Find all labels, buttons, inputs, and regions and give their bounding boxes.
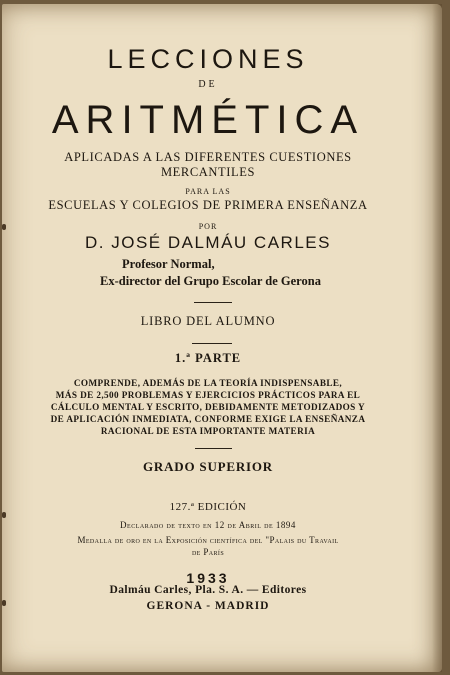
author-former-post: Ex-director del Grupo Escolar de Gerona [100,274,321,288]
description-paragraph [2,377,414,437]
declared-text: Declarado de texto en 12 de Abril de 1894 [120,520,296,530]
binding-mark [2,600,6,606]
medal-line: de París [191,547,225,557]
publisher-line: Dalmáu Carles, Pla. S. A. — Editores [109,584,307,596]
para-las: PARA LAS [185,187,231,196]
subtitle-line-1: APLICADAS A LAS DIFERENTES CUESTIONES [64,150,352,164]
por-line: POR [198,222,218,231]
medal-line: Medalla de oro en la Exposición científica del "Palais du Travail [77,535,339,545]
title-page [2,4,442,672]
part-label: 1.ª PARTE [174,351,242,365]
description-line: CÁLCULO MENTAL Y ESCRITO, DEBIDAMENTE METODIZADOS Y [50,402,366,412]
edition-label: 127.ª EDICIÓN [169,501,247,513]
book-kind: LIBRO DEL ALUMNO [140,314,276,328]
publication-year: 1933 [186,570,230,586]
divider-rule [194,302,232,303]
title-aritmetica: ARITMÉTICA [51,98,365,142]
schools-line: ESCUELAS Y COLEGIOS DE PRIMERA ENSEÑANZA [48,198,368,212]
author-name: D. JOSÉ DALMÁU CARLES [85,233,331,252]
description-line: MÁS DE 2,500 PROBLEMAS Y EJERCICIOS PRÁCTICOS PARA EL [55,390,361,400]
description-line: COMPRENDE, ADEMÁS DE LA TEORÍA INDISPENSABLE, [73,378,343,388]
title-de: DE [198,79,218,90]
description-line: RACIONAL DE ESTA IMPORTANTE MATERIA [100,426,316,436]
page-spine-shadow [432,4,442,672]
grade-label: GRADO SUPERIOR [142,459,273,474]
divider-rule [192,343,232,344]
subtitle-line-2: MERCANTILES [160,165,256,179]
author-role: Profesor Normal, [122,257,215,271]
description-line: DE APLICACIÓN INMEDIATA, CONFORME EXIGE LA ENSEÑANZA [50,414,366,424]
title-lecciones: LECCIONES [107,44,309,74]
binding-mark [2,224,6,230]
medal-text [2,534,414,558]
binding-mark [2,512,6,518]
place-line: GERONA - MADRID [146,600,270,612]
divider-rule [195,448,232,449]
